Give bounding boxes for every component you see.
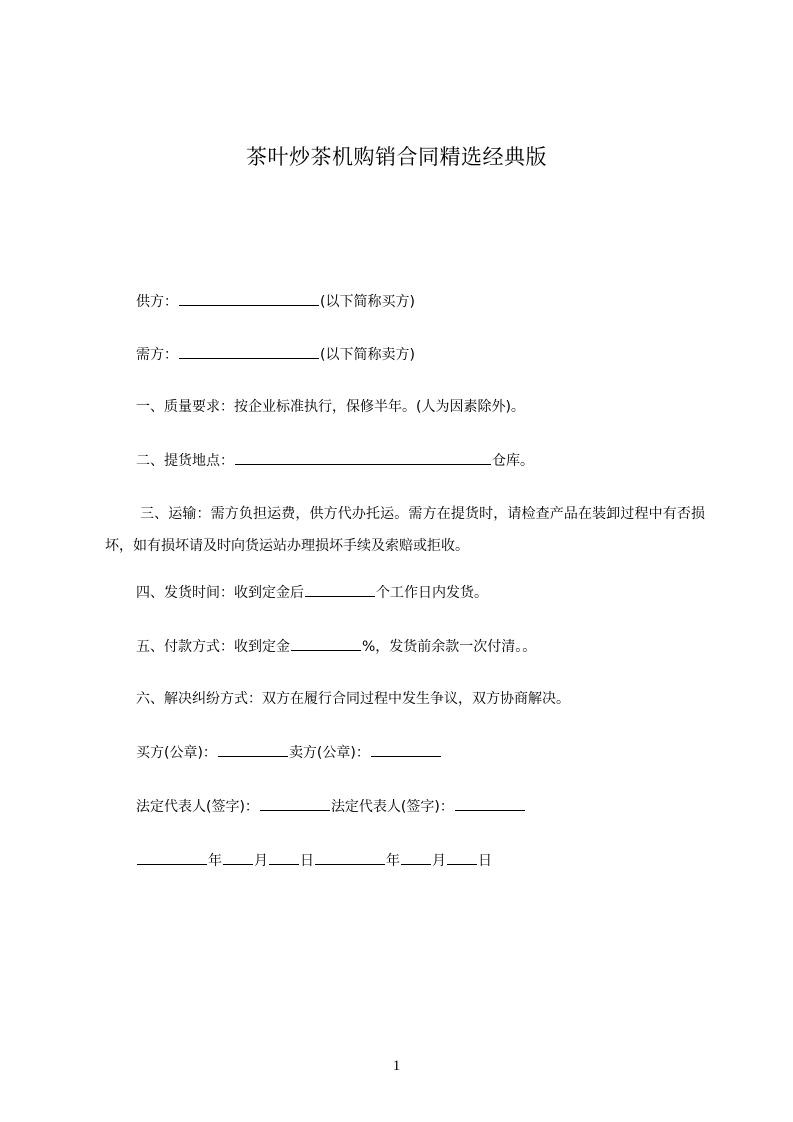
day-label-1: 日 <box>300 853 314 869</box>
month-blank-2[interactable] <box>401 850 431 865</box>
supplier-suffix: (以下简称买方) <box>320 294 415 310</box>
delivery-label: 四、发货时间：收到定金后 <box>136 585 304 601</box>
year-label-2: 年 <box>386 853 400 869</box>
seller-seal-blank[interactable] <box>371 742 441 757</box>
buyer-seal-blank[interactable] <box>218 742 288 757</box>
rep-first-label: 法定代表人(签字)： <box>136 799 259 815</box>
rep-second-label: 法定代表人(签字)： <box>330 799 454 815</box>
clause-transport: 三、运输：需方负担运费，供方代办托运。需方在提货时，请检查产品在装卸过程中有否损坏，如有损坏请及时向货运站办理损坏手续及索赔或拒收。 <box>105 506 705 554</box>
supplier-blank[interactable] <box>179 291 319 306</box>
delivery-days-blank[interactable] <box>305 582 375 597</box>
representative-line <box>136 796 526 817</box>
pickup-label: 二、提货地点： <box>136 453 234 469</box>
document-title: 茶叶炒茶机购销合同精选经典版 <box>246 145 547 169</box>
seller-seal-label: 卖方(公章)： <box>288 745 370 761</box>
pickup-suffix: 仓库。 <box>492 453 534 469</box>
rep-second-blank[interactable] <box>455 796 525 811</box>
seal-line <box>136 742 442 763</box>
rep-first-blank[interactable] <box>260 796 330 811</box>
day-blank-1[interactable] <box>269 850 299 865</box>
page-number: 1 <box>392 1058 401 1074</box>
month-label-1: 月 <box>254 853 268 869</box>
year-label-1: 年 <box>208 853 222 869</box>
demander-suffix: (以下简称卖方) <box>320 347 415 363</box>
day-blank-2[interactable] <box>447 850 477 865</box>
demander-blank[interactable] <box>179 344 319 359</box>
clause-delivery-time <box>136 582 488 603</box>
year-blank-2[interactable] <box>315 850 385 865</box>
day-label-2: 日 <box>478 853 492 869</box>
supplier-line <box>136 291 415 312</box>
demander-line <box>136 344 415 365</box>
clause-dispute: 六、解决纠纷方式：双方在履行合同过程中发生争议，双方协商解决。 <box>136 691 570 707</box>
month-blank-1[interactable] <box>223 850 253 865</box>
deposit-percent-blank[interactable] <box>291 636 361 651</box>
pickup-blank[interactable] <box>235 450 491 465</box>
clause-quality: 一、质量要求：按企业标准执行，保修半年。(人为因素除外)。 <box>136 399 525 415</box>
delivery-suffix: 个工作日内发货。 <box>376 585 488 601</box>
date-line <box>136 850 492 871</box>
supplier-label: 供方： <box>136 294 178 310</box>
year-blank-1[interactable] <box>137 850 207 865</box>
clause-payment <box>136 636 536 657</box>
demander-label: 需方： <box>136 347 178 363</box>
month-label-2: 月 <box>432 853 446 869</box>
clause-pickup-location <box>136 450 534 471</box>
buyer-seal-label: 买方(公章)： <box>136 745 217 761</box>
payment-suffix: %，发货前余款一次付清。。 <box>362 639 537 655</box>
payment-label: 五、付款方式：收到定金 <box>136 639 290 655</box>
